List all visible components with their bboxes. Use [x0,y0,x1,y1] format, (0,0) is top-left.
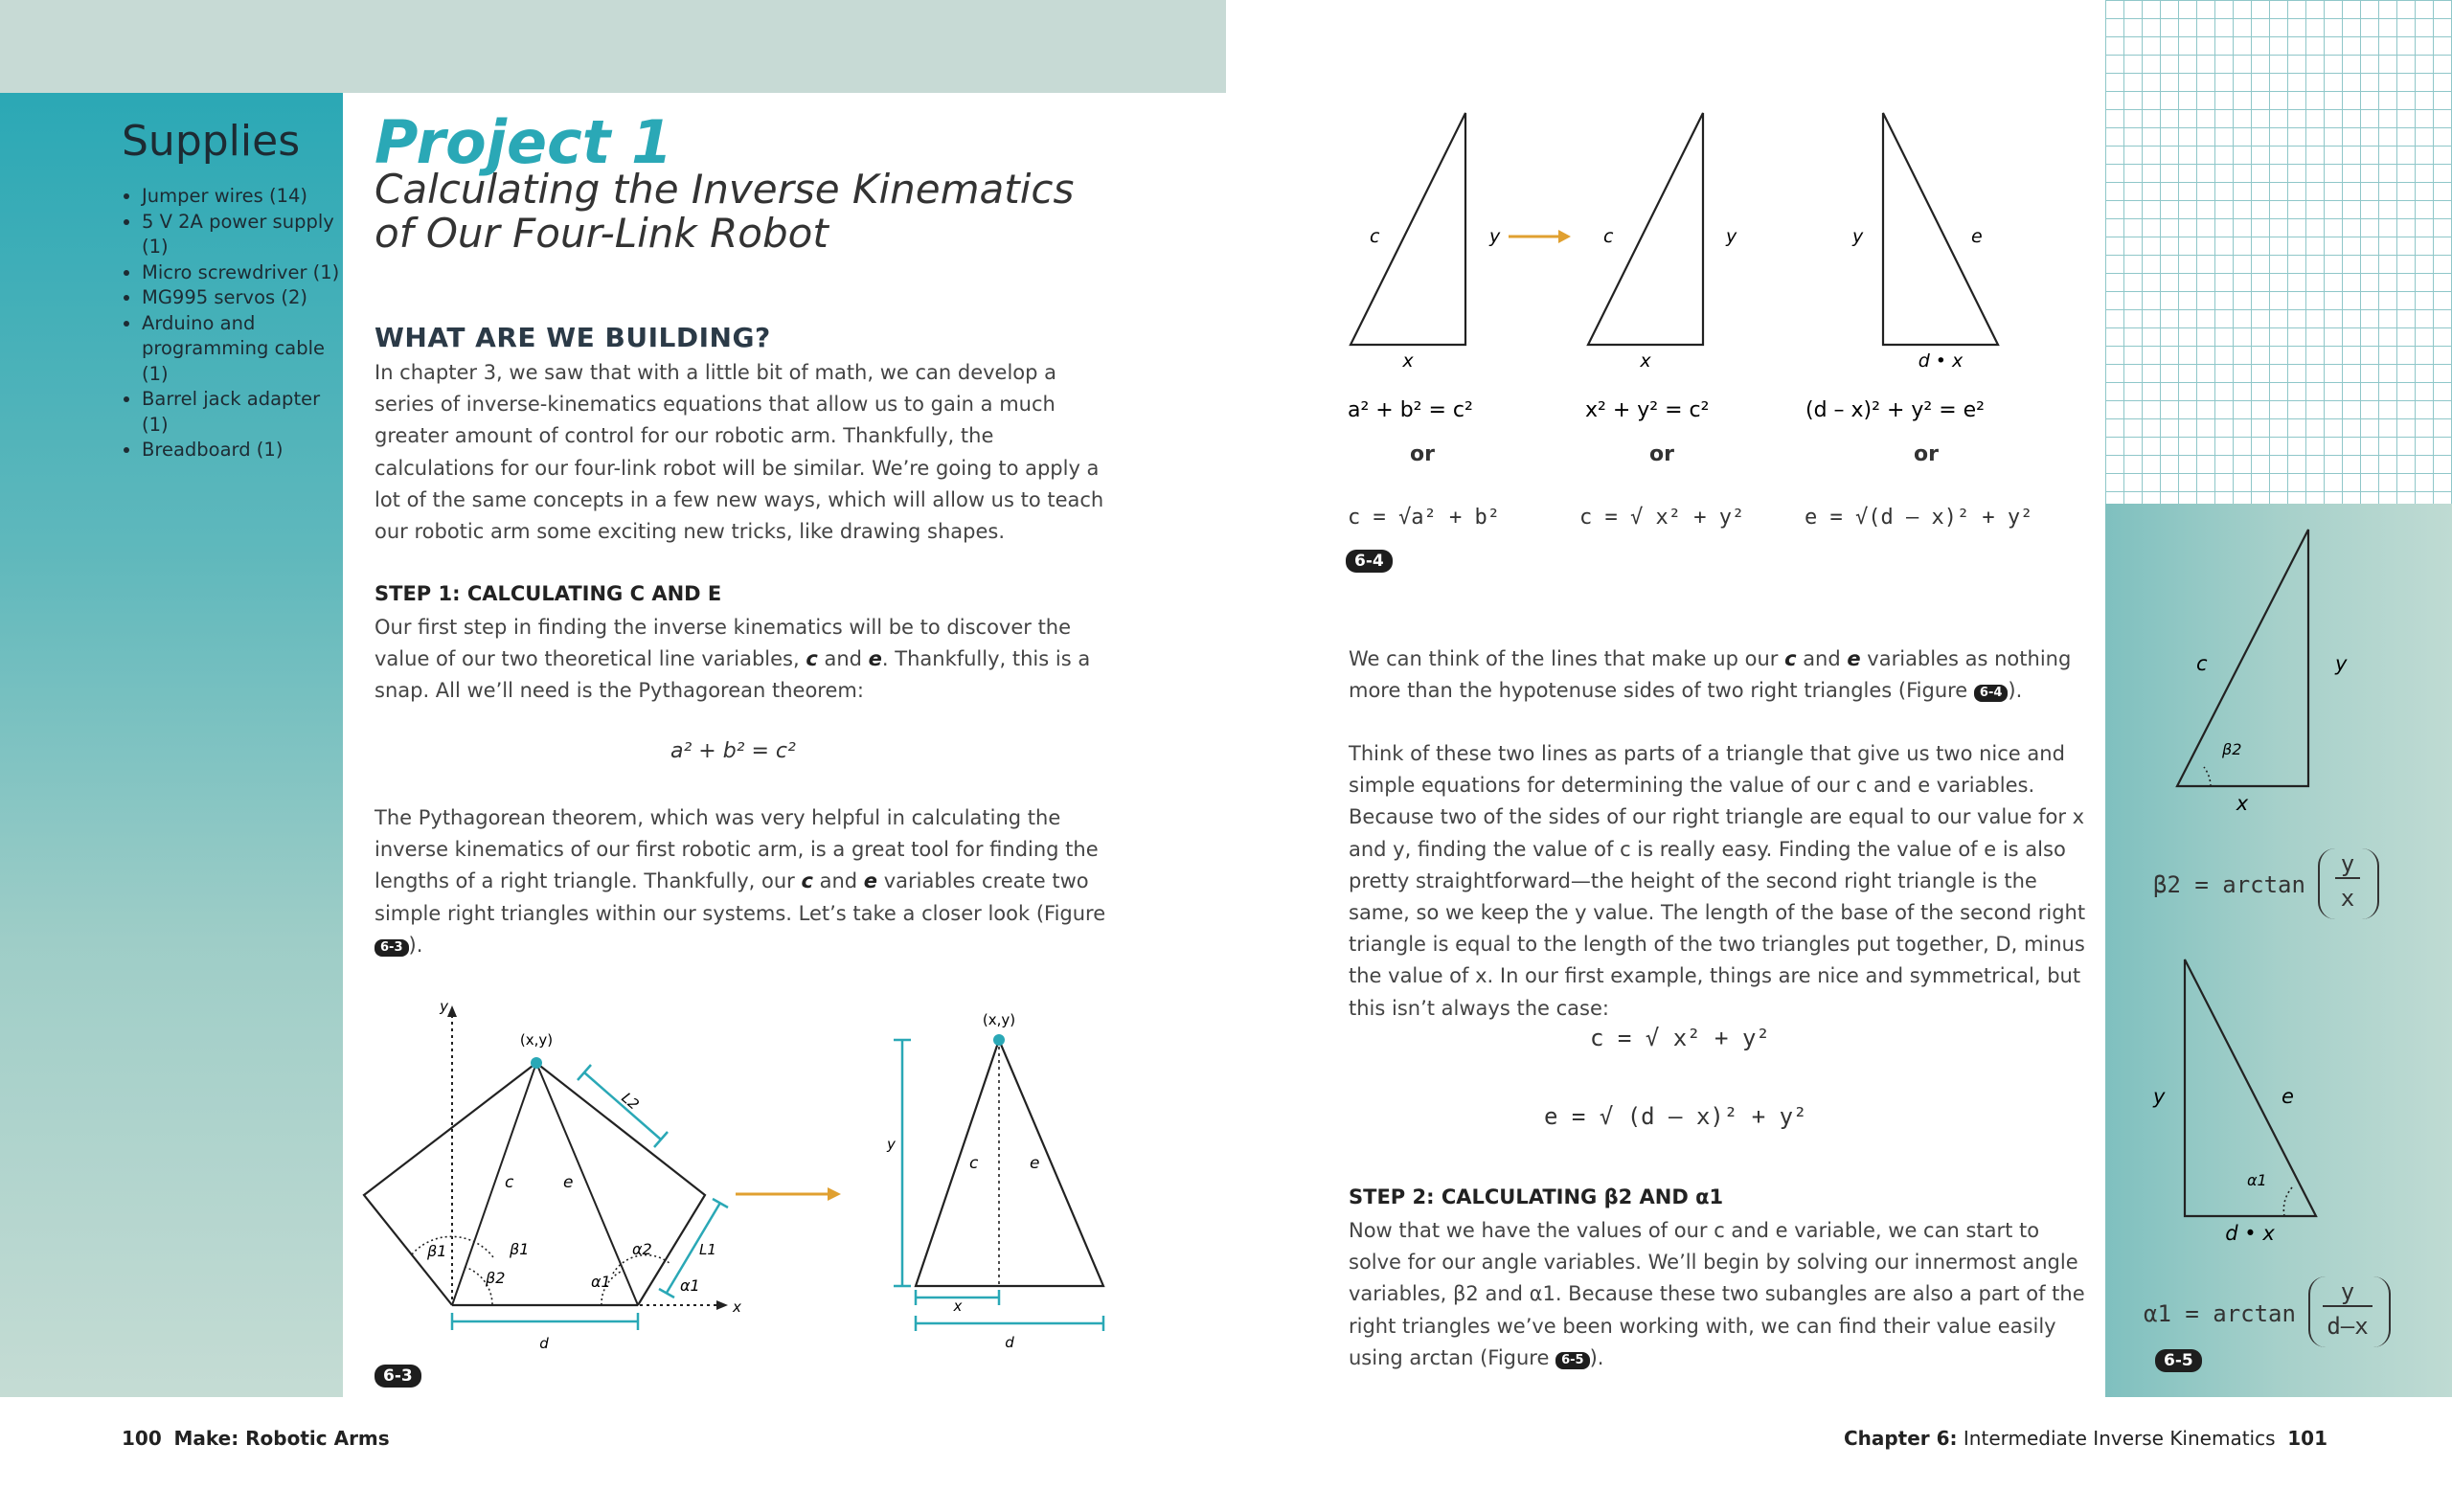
top-band [0,0,1226,93]
t1-label-c: c [1370,226,1380,247]
left-footer [122,1427,390,1450]
text-run: ). [2008,679,2023,703]
text-run: ). [1589,1345,1604,1369]
figure-6-5 [2105,504,2452,1397]
t2-equation: x² + y² = c² [1585,398,1710,422]
beta2-label: β2 [2222,740,2242,758]
text-run: variables as nothing more than the hypotenuse sides of two right triangles (Figure [1349,647,2072,703]
figure-ref-badge: 6-5 [1555,1352,1590,1369]
text-run: Our first step in finding the inverse kinematics will be to discover the value of our two theoretical line variables, [375,616,1072,671]
or-label: or [1649,442,1674,466]
l1-tick [659,1289,674,1298]
var-e: e [868,647,882,671]
t2-label-x: x [1640,350,1651,372]
figure-6-3-badge [375,1365,421,1388]
y-dim-label: y [887,1136,896,1153]
supply-item: • Micro screwdriver (1) [142,260,343,286]
beta1-label: β1 [510,1240,530,1258]
label-c: c [2196,652,2208,675]
supplies-list [123,184,343,463]
right-paragraph-2: Think of these two lines as parts of a triangle that give us two nice and simple equations for determining the value of our c and e variables. Because two of the sides of our right triangle are equal to our value for x and y, finding the value of c is really easy. Finding the value of e is also pretty straightforward—the height of the second right triangle is the same, so we keep the y value. The length of the base of the second right triangle is equal to the length of the two triangles put together, D, minus the value of x. In our first example, things are nice and symmetrical, but this isn’t always the case: [1349,742,2086,1020]
text-run: We can think of the lines that make up our [1349,647,1785,670]
page-number: 101 [2287,1427,2327,1450]
text-run: . Thankfully, this is a snap. All we’ll need is the Pythagorean theorem: [375,647,1091,703]
var-c: c [801,869,813,893]
figure-6-3 [354,986,1121,1398]
label-dx: d • x [2225,1222,2275,1245]
t3-label-dx: d • x [1918,350,1964,372]
subtitle-line: of Our Four-Link Robot [375,210,829,257]
apex-label: (x,y) [982,1011,1016,1028]
label-e: e [2282,1085,2294,1108]
t1-label-x: x [1402,350,1414,372]
label-c: c [969,1154,979,1173]
supply-item: • Breadboard (1) [142,438,343,463]
right-paragraph-3 [1349,1215,2086,1374]
frac-den: d–x [2327,1313,2369,1340]
d-label: d [539,1335,549,1352]
t2-label-c: c [1603,226,1614,247]
frac-num: y [2335,850,2360,879]
figure-badge: 6-5 [2155,1349,2202,1372]
text-run: ). [408,933,423,957]
figure-badge: 6-3 [375,1365,421,1388]
beta-equation: β2 = arctan [2153,871,2305,898]
y-axis-label: y [440,998,448,1015]
triangle-1 [1351,113,1465,345]
linkage-outline [364,1063,705,1305]
var-e: e [1847,647,1861,670]
text-run: and [812,869,864,893]
label-x: x [2236,792,2249,815]
l1-tick [713,1199,728,1207]
intro-paragraph: In chapter 3, we saw that with a little bit of math, we can develop a series of inverse-kinematics equations that allow us to gain a much greater amount of control for our robotic arm. Thankfully, the calculations for our four-link robot will be similar. We’re going to apply a lot of the same concepts in a few new ways, which will allow us to teach our robotic arm some exciting new tricks, like drawing shapes. [375,361,1104,544]
endpoint-label: (x,y) [519,1031,554,1049]
supply-item: • MG995 servos (2) [142,285,343,311]
t1-root: c = √a² + b² [1348,506,1500,530]
d-label: d [1005,1334,1014,1351]
beta1-label: β1 [427,1242,447,1260]
t3-label-e: e [1971,226,1983,247]
text-run: Now that we have the values of our c and e variable, we can start to solve for our angle variables. We’ll begin by solving our innermost angle variables, β2 and α1. Because these two subangles are also a part of the right triangles we’ve been working with, we can find their value easily using arctan (Figure [1349,1219,2085,1369]
t3-label-y: y [1852,226,1864,247]
right-paragraph-1 [1349,643,2086,707]
t3-equation: (d – x)² + y² = e² [1805,398,1985,422]
equation-e: e = √ (d – x)² + y² [1544,1103,1807,1130]
text-run: variables create two simple right triangles within our systems. Let’s take a closer look (Figure [375,869,1106,925]
chapter-label: Chapter 6: [1843,1427,1958,1450]
alpha2-label: α2 [632,1240,652,1258]
endpoint-dot [531,1057,542,1069]
label-e: e [563,1173,574,1192]
pythagoras-equation: a² + b² = c² [670,739,796,763]
figure-badge: 6-4 [1346,550,1393,573]
alpha-equation: α1 = arctan [2144,1300,2296,1327]
page-number: 100 [122,1427,162,1450]
label-y: y [2153,1085,2166,1108]
l2-label: L2 [618,1089,643,1114]
or-label: or [1914,442,1939,466]
supply-item: • Barrel jack adapter (1) [142,387,343,438]
book-title: Make: Robotic Arms [173,1427,390,1450]
t2-root: c = √ x² + y² [1579,506,1745,530]
alpha1-arc [2283,1185,2294,1216]
frac-den: x [2340,885,2355,912]
x-dim-label: x [953,1298,963,1315]
isosceles-triangle [916,1040,1103,1286]
project-subtitle [375,168,1102,256]
supply-item: • Jumper wires (14) [142,184,343,210]
text-run: and [1796,647,1848,670]
beta1-arc [412,1236,493,1257]
alpha1-label: α1 [2247,1171,2267,1189]
step2-heading: STEP 2: CALCULATING β2 AND α1 [1349,1185,1724,1208]
alpha1-label: α1 [591,1273,611,1291]
right-footer [1844,1427,2327,1450]
var-c: c [1784,647,1797,670]
x-axis-label: x [733,1298,741,1316]
section-heading: WHAT ARE WE BUILDING? [375,322,771,353]
step1-paragraph-2 [375,802,1112,961]
y-axis-arrow [447,1005,457,1017]
label-e: e [1030,1154,1040,1173]
beta2-label: β2 [486,1269,506,1287]
subtitle-line: Calculating the Inverse Kinematics [375,166,1075,213]
figure-6-4-badge [1346,550,1393,573]
supply-item: • 5 V 2A power supply (1) [142,210,343,260]
step1-heading: STEP 1: CALCULATING C AND E [375,582,722,605]
figure-ref-badge: 6-3 [375,939,409,957]
text-run: and [817,647,869,671]
t1-label-y: y [1489,226,1501,247]
supplies-title: Supplies [122,117,301,166]
frac-num: y [2323,1278,2373,1307]
figure-ref-badge: 6-4 [1974,685,2009,702]
figure-6-4 [1331,96,2098,460]
t1-equation: a² + b² = c² [1348,398,1473,422]
figure-6-5-badge [2155,1349,2202,1372]
apex-dot [993,1034,1005,1046]
step1-paragraph [375,612,1112,708]
alpha1-label: α1 [680,1276,700,1295]
var-e: e [863,869,878,893]
supply-item: • Arduino and programming cable (1) [142,311,343,388]
transform-arrow-head [828,1187,841,1201]
l1-label: L1 [699,1241,716,1258]
transform-arrow-head [1558,230,1571,243]
t2-label-y: y [1726,226,1737,247]
chapter-title: Intermediate Inverse Kinematics [1963,1427,2276,1450]
equation-c: c = √ x² + y² [1590,1025,1770,1051]
var-c: c [806,647,818,671]
project-title: Project 1 [375,107,673,177]
t3-root: e = √(d – x)² + y² [1805,506,2033,530]
beta2-arc [2204,767,2211,786]
grid-pattern [2105,0,2452,504]
text-run: The Pythagorean theorem, which was very helpful in calculating the inverse kinematics of our first robotic arm, is a great tool for finding the lengths of a right triangle. Thankfully, our [375,806,1099,893]
or-label: or [1410,442,1435,466]
label-y: y [2335,652,2348,675]
x-axis-arrow [716,1300,728,1310]
label-c: c [505,1173,514,1192]
